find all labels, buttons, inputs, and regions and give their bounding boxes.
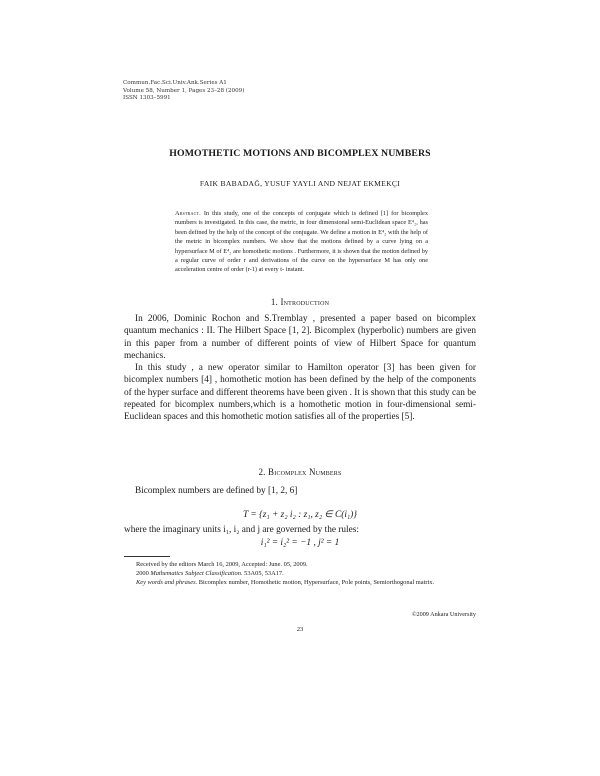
section-title: Bicomplex Numbers — [268, 467, 342, 477]
section-number: 1. — [270, 297, 278, 307]
footnotes — [124, 560, 479, 587]
paragraph: In this study , a new operator similar to Hamilton operator [3] has been given for bicomplex numbers [4] , homothetic motion has been defined by the help of the components of the hyper surface and different theorems have been given . It is shown that this study can be repeated for bicomplex numbers,which is a homothetic motion in four-dimensional semi-Euclidean spaces and this homothetic motion satisfies all of the properties [5]. — [124, 363, 476, 423]
section-heading-introduction — [0, 297, 600, 307]
rules-text: where the imaginary units i₁, i₂ and j are governed by the rules: — [124, 525, 359, 535]
authors: FAIK BABADAĞ, YUSUF YAYLI AND NEJAT EKMEKÇI — [199, 179, 401, 188]
bicomplex-definition-formula — [0, 509, 600, 520]
footnote-msc — [124, 569, 479, 578]
rules-formula: i₁² = i₂² = −1 , j² = 1 — [260, 538, 340, 548]
paper-title: HOMOTHETIC MOTIONS AND BICOMPLEX NUMBERS — [169, 148, 431, 159]
footnote-received: Received by the editors March 16, 2009, Accepted: June. 05, 2009. — [136, 561, 308, 568]
msc-year: 2000 — [136, 570, 149, 577]
abstract-label: Abstract. — [175, 210, 201, 217]
page-number: 23 — [296, 626, 304, 633]
journal-issn: ISSN 1303–5991 — [123, 95, 171, 102]
paragraph: Bicomplex numbers are defined by [1, 2, 6] — [135, 486, 298, 496]
formula: T = {z₁ + z₂ i₂ : z₁, z₂ ∈ C(i₁)} — [242, 510, 358, 520]
journal-header — [123, 80, 244, 103]
msc-codes: 53A05, 53A17. — [244, 570, 284, 577]
introduction-body — [124, 313, 476, 424]
copyright-notice: ©2009 Ankara University — [411, 611, 476, 618]
keywords-label: Key words and phrases. — [136, 579, 198, 586]
abstract — [175, 209, 428, 275]
section-heading-bicomplex — [0, 467, 600, 477]
abstract-text: In this study, one of the concepts of conjugate which is defined [1] for bicomplex numbers is investigated. In this case, the metric, in four dimensional semi-Euclidean space E⁴₂, has been defined by the help of the concept of the conjugate. We define a motion in E⁴₂ with the help of the metric in bicomplex numbers. We show that the motions defined by a curve lying on a hypersurface M of E⁴₂ are homothetic motions . Furthermore, it is shown that the motion defined by a regular curve of order r and derivations of the curve on the hypersurface M has only one acceleration centre of order (r-1) at every t- instant. — [175, 210, 428, 274]
keywords-text: Bicomplex number, Homothetic motion, Hypersurface, Pole points, Semiorthogonal matrix. — [198, 579, 435, 586]
bicomplex-intro — [124, 485, 476, 497]
section-number: 2. — [258, 467, 266, 477]
msc-label: Mathematics Subject Classification. — [150, 570, 243, 577]
footnote-keywords — [124, 578, 479, 587]
journal-volume: Volume 58, Number 1, Pages 23–28 (2009) — [123, 87, 245, 94]
journal-name: Commun.Fac.Sci.Univ.Ank.Series A1 — [123, 80, 227, 86]
footnote-divider — [124, 556, 170, 557]
paragraph: In 2006, Dominic Rochon and S.Tremblay , presented a paper based on bicomplex quantum mechanics : II. The Hilbert Space [1, 2]. Bicomplex (hyperbolic) numbers are given in this paper from a number of different points of view of Hilbert Space for quantum mechanics. — [124, 314, 476, 361]
section-title: Introduction — [280, 297, 330, 307]
rules-formula-block — [0, 538, 600, 548]
rules-text-block — [124, 524, 476, 536]
